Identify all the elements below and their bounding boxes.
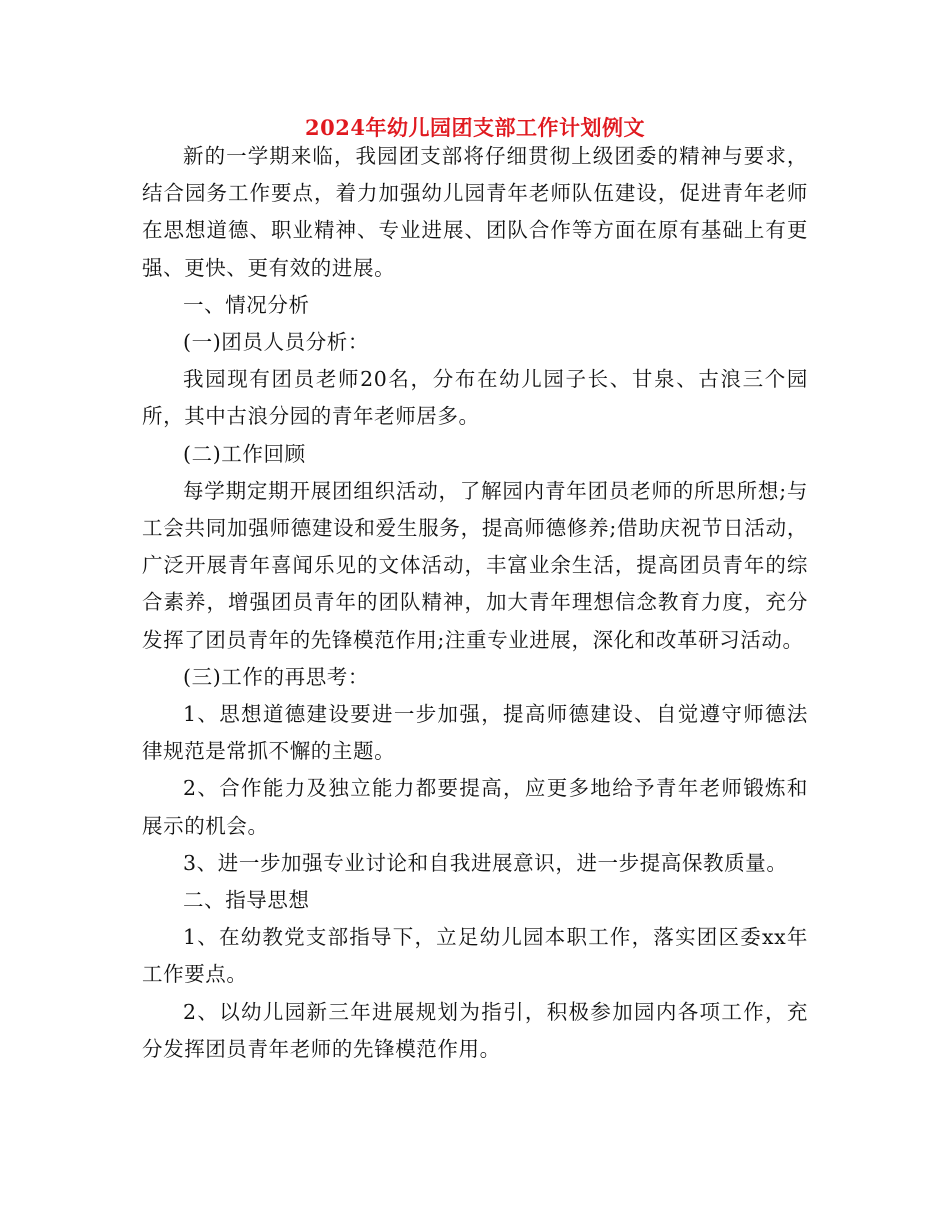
document-body xyxy=(142,138,808,1068)
paragraph-work-review: 每学期定期开展团组织活动，了解园内青年团员老师的所思所想;与工会共同加强师德建设和爱生服务，提高师德修养;借助庆祝节日活动，广泛开展青年喜闻乐见的文体活动，丰富业余生活，提高团员青年的综合素养，增强团员青年的团队精神，加大青年理想信念教育力度，充分发挥了团员青年的先锋模范作用;注重专业进展，深化和改革研习活动。 xyxy=(142,478,808,652)
subheading-rethinking: (三)工作的再思考： xyxy=(183,664,369,689)
paragraph-member-analysis: 我园现有团员老师20名，分布在幼儿园子长、甘泉、古浪三个园所，其中古浪分园的青年老师居多。 xyxy=(142,367,808,429)
heading-guiding-ideology: 二、指导思想 xyxy=(183,888,310,913)
subheading-member-analysis: (一)团员人员分析： xyxy=(183,330,369,355)
paragraph-intro: 新的一学期来临，我园团支部将仔细贯彻上级团委的精神与要求，结合园务工作要点，着力加强幼儿园青年老师队伍建设，促进青年老师在思想道德、职业精神、专业进展、团队合作等方面在原有基础上有更强、更快、更有效的进展。 xyxy=(142,144,808,280)
document-title: 2024年幼儿园团支部工作计划例文 xyxy=(305,115,645,140)
paragraph-rethinking-2: 2、合作能力及独立能力都要提高，应更多地给予青年老师锻炼和展示的机会。 xyxy=(142,776,808,838)
paragraph-guiding-2: 2、以幼儿园新三年进展规划为指引，积极参加园内各项工作，充分发挥团员青年老师的先锋模范作用。 xyxy=(142,999,808,1061)
paragraph-guiding-1: 1、在幼教党支部指导下，立足幼儿园本职工作，落实团区委xx年工作要点。 xyxy=(142,925,808,987)
subheading-work-review: (二)工作回顾 xyxy=(183,441,306,466)
paragraph-rethinking-3: 3、进一步加强专业讨论和自我进展意识，进一步提高保教质量。 xyxy=(183,850,788,875)
heading-situation-analysis: 一、情况分析 xyxy=(183,292,310,317)
paragraph-rethinking-1: 1、思想道德建设要进一步加强，提高师德建设、自觉遵守师德法律规范是常抓不懈的主题。 xyxy=(142,702,808,764)
